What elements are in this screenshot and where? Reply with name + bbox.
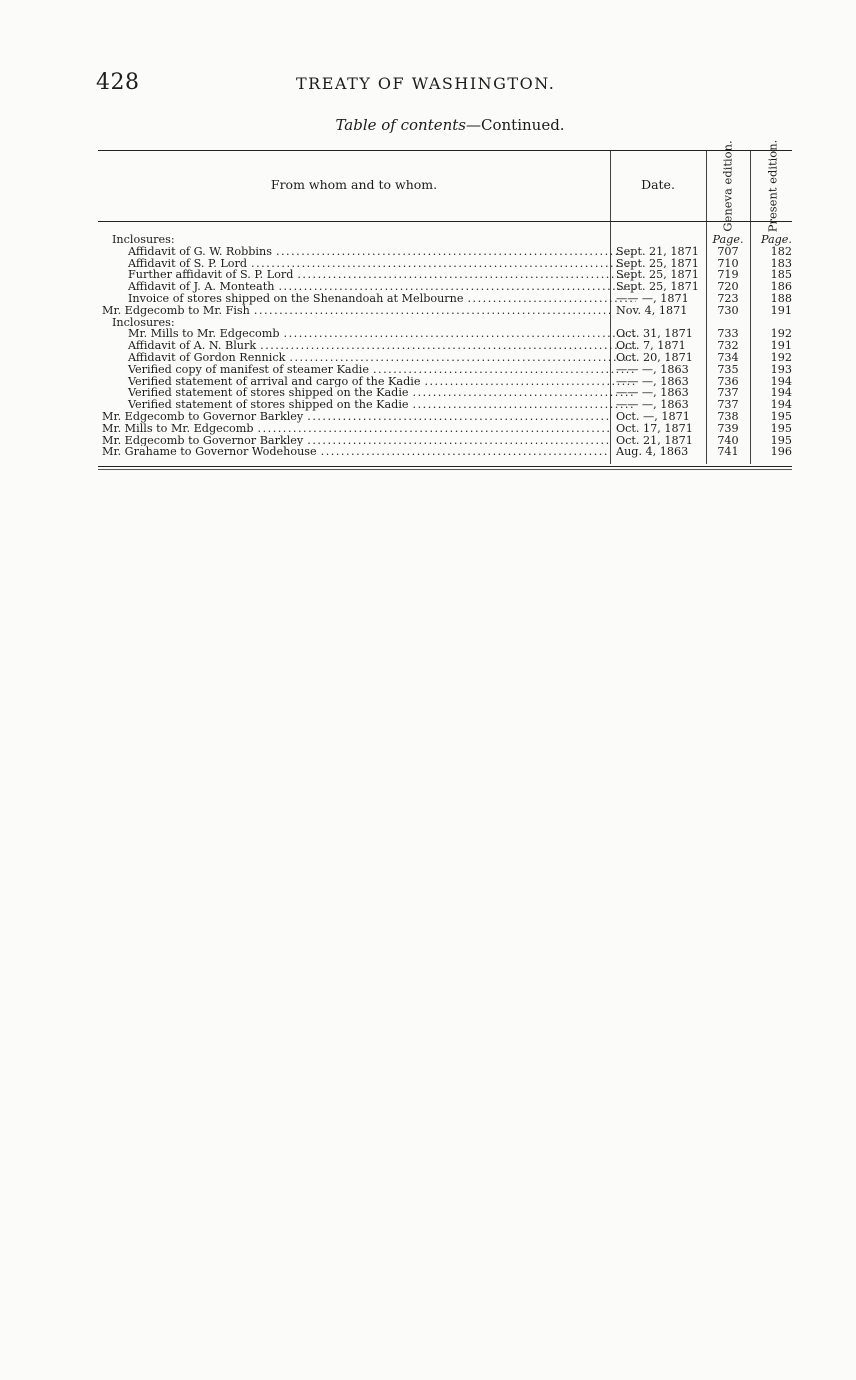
- table-row: [98, 328, 792, 340]
- column-header-from: From whom and to whom.: [270, 177, 438, 192]
- table-body: [98, 222, 792, 464]
- entry-text: Mr. Mills to Mr. Edgecomb: [102, 422, 254, 435]
- entry-text: Affidavit of S. P. Lord: [128, 257, 248, 270]
- present-page-cell: 186: [770, 280, 792, 294]
- dot-leader: [260, 340, 636, 352]
- entry-text: Affidavit of Gordon Rennick: [128, 351, 286, 364]
- geneva-page-cell: 735: [717, 362, 739, 376]
- dot-leader: [424, 376, 636, 388]
- subtitle-italic: Table of contents: [335, 116, 466, 134]
- date-cell: Oct. 21, 1871: [616, 433, 693, 447]
- date-cell: Oct. 31, 1871: [616, 327, 693, 341]
- table-subtitle: [0, 116, 856, 134]
- entry-text: Verified copy of manifest of steamer Kadie: [128, 363, 369, 376]
- entry-cell: [98, 411, 610, 423]
- geneva-page-cell: 739: [717, 421, 739, 435]
- table-bottom-rule-thin: [98, 469, 792, 470]
- present-page-cell: 194: [770, 398, 792, 412]
- dot-leader: [413, 387, 636, 399]
- entry-cell: [98, 293, 636, 305]
- dot-leader: [289, 352, 636, 364]
- dot-leader: [373, 364, 636, 376]
- geneva-page-cell: 737: [717, 386, 739, 400]
- present-page-cell: 195: [770, 421, 792, 435]
- present-page-cell: 191: [770, 339, 792, 353]
- date-cell: Oct. 20, 1871: [616, 350, 693, 364]
- dot-leader: [321, 446, 610, 458]
- dot-leader: [307, 411, 610, 423]
- entry-cell: [98, 435, 610, 447]
- table-row: [98, 246, 792, 258]
- geneva-page-cell: 730: [717, 303, 739, 317]
- entry-cell: [98, 246, 636, 258]
- present-page-cell: 182: [770, 244, 792, 258]
- present-page-cell: 191: [770, 303, 792, 317]
- entry-text: Affidavit of J. A. Monteath: [128, 281, 275, 293]
- running-title: TREATY OF WASHINGTON.: [296, 74, 556, 93]
- entry-text: Verified statement of stores shipped on the Kadie: [128, 399, 409, 411]
- entry-cell: [98, 423, 610, 435]
- geneva-page-cell: 738: [717, 409, 739, 423]
- present-page-cell: 185: [770, 268, 792, 282]
- entry-text: Invoice of stores shipped on the Shenandoah at Melbourne: [128, 292, 464, 305]
- date-cell: —— —, 1863: [616, 398, 689, 412]
- table-row: [98, 305, 792, 317]
- dot-leader: [284, 328, 636, 340]
- table-row: [98, 352, 792, 364]
- table-row: [98, 293, 792, 305]
- entry-text: Verified statement of arrival and cargo of the Kadie: [128, 375, 421, 388]
- date-cell: Sept. 25, 1871: [616, 268, 699, 282]
- geneva-page-cell: 741: [717, 445, 739, 459]
- geneva-page-cell: 736: [717, 374, 739, 388]
- present-page-cell: 195: [770, 433, 792, 447]
- present-page-cell: 192: [770, 350, 792, 364]
- entry-text: Mr. Edgecomb to Governor Barkley: [102, 434, 304, 447]
- table-row: [98, 364, 792, 376]
- geneva-page-cell: 720: [717, 280, 739, 294]
- date-cell: —— —, 1863: [616, 362, 689, 376]
- table-bottom-rule: [98, 466, 792, 467]
- date-cell: Nov. 4, 1871: [616, 303, 688, 317]
- entry-cell: [98, 328, 636, 340]
- entry-cell: [98, 281, 636, 293]
- geneva-page-cell: 740: [717, 433, 739, 447]
- entry-cell: [98, 269, 636, 281]
- date-cell: Aug. 4, 1863: [616, 445, 689, 459]
- date-cell: Oct. 17, 1871: [616, 421, 693, 435]
- entry-text: Mr. Edgecomb to Governor Barkley: [102, 410, 304, 423]
- date-cell: Sept. 25, 1871: [616, 256, 699, 270]
- present-page-cell: Page.: [760, 233, 792, 246]
- present-page-cell: 192: [770, 327, 792, 341]
- geneva-page-cell: 734: [717, 350, 739, 364]
- entry-text: Inclosures:: [112, 234, 175, 246]
- geneva-page-cell: 710: [717, 256, 739, 270]
- geneva-page-cell: 723: [717, 291, 739, 305]
- table-row: [98, 446, 792, 458]
- date-cell: Sept. 25, 1871: [616, 280, 699, 294]
- dot-leader: [413, 399, 636, 411]
- present-page-cell: 195: [770, 409, 792, 423]
- dot-leader: [278, 281, 636, 293]
- contents-table: [98, 139, 792, 470]
- present-page-cell: 193: [770, 362, 792, 376]
- present-page-cell: 188: [770, 291, 792, 305]
- entry-cell: [98, 387, 636, 399]
- entry-text: Verified statement of stores shipped on the Kadie: [128, 387, 409, 400]
- date-cell: Oct. —, 1871: [616, 409, 690, 423]
- geneva-page-cell: Page.: [712, 233, 744, 246]
- entry-text: Affidavit of A. N. Blurk: [128, 340, 257, 352]
- column-header-present: Present edition.: [765, 139, 779, 233]
- entry-cell: [98, 234, 620, 246]
- column-header-date: Date.: [641, 177, 675, 192]
- entry-text: Affidavit of G. W. Robbins: [128, 245, 272, 258]
- dot-leader: [251, 258, 636, 270]
- entry-cell: [98, 340, 636, 352]
- table-header: [98, 139, 792, 233]
- column-header-geneva: Geneva edition.: [721, 140, 735, 232]
- entry-text: Mr. Mills to Mr. Edgecomb: [128, 328, 280, 341]
- geneva-page-cell: 737: [717, 398, 739, 412]
- entry-cell: [98, 305, 610, 317]
- date-cell: Oct. 7, 1871: [616, 339, 686, 353]
- entry-cell: [98, 364, 636, 376]
- date-cell: Sept. 21, 1871: [616, 244, 699, 258]
- geneva-page-cell: 732: [717, 339, 739, 353]
- subtitle-rest: —Continued.: [466, 116, 565, 134]
- page-number: 428: [96, 70, 140, 95]
- date-cell: —— —, 1871: [616, 291, 689, 305]
- present-page-cell: 194: [770, 374, 792, 388]
- entry-text: Further affidavit of S. P. Lord: [128, 269, 294, 282]
- entry-cell: [98, 352, 636, 364]
- page-header: [96, 70, 796, 100]
- table-row: [98, 411, 792, 423]
- entry-text: Mr. Edgecomb to Mr. Fish: [102, 304, 250, 317]
- entry-cell: [98, 317, 620, 329]
- entry-cell: [98, 376, 636, 388]
- entry-cell: [98, 446, 610, 458]
- geneva-page-cell: 707: [717, 244, 739, 258]
- entry-cell: [98, 258, 636, 270]
- geneva-page-cell: 733: [717, 327, 739, 341]
- dot-leader: [258, 423, 610, 435]
- entry-cell: [98, 399, 636, 411]
- entry-text: Mr. Grahame to Governor Wodehouse: [102, 446, 317, 459]
- dot-leader: [307, 435, 610, 447]
- table-row: [98, 423, 792, 435]
- present-page-cell: 196: [770, 445, 792, 459]
- date-cell: —— —, 1863: [616, 386, 689, 400]
- dot-leader: [467, 293, 636, 305]
- dot-leader: [254, 305, 610, 317]
- dot-leader: [276, 246, 636, 258]
- date-cell: —— —, 1863: [616, 374, 689, 388]
- dot-leader: [297, 269, 636, 281]
- present-page-cell: 194: [770, 386, 792, 400]
- entry-text: Inclosures:: [112, 316, 175, 329]
- geneva-page-cell: 719: [717, 268, 739, 282]
- present-page-cell: 183: [770, 256, 792, 270]
